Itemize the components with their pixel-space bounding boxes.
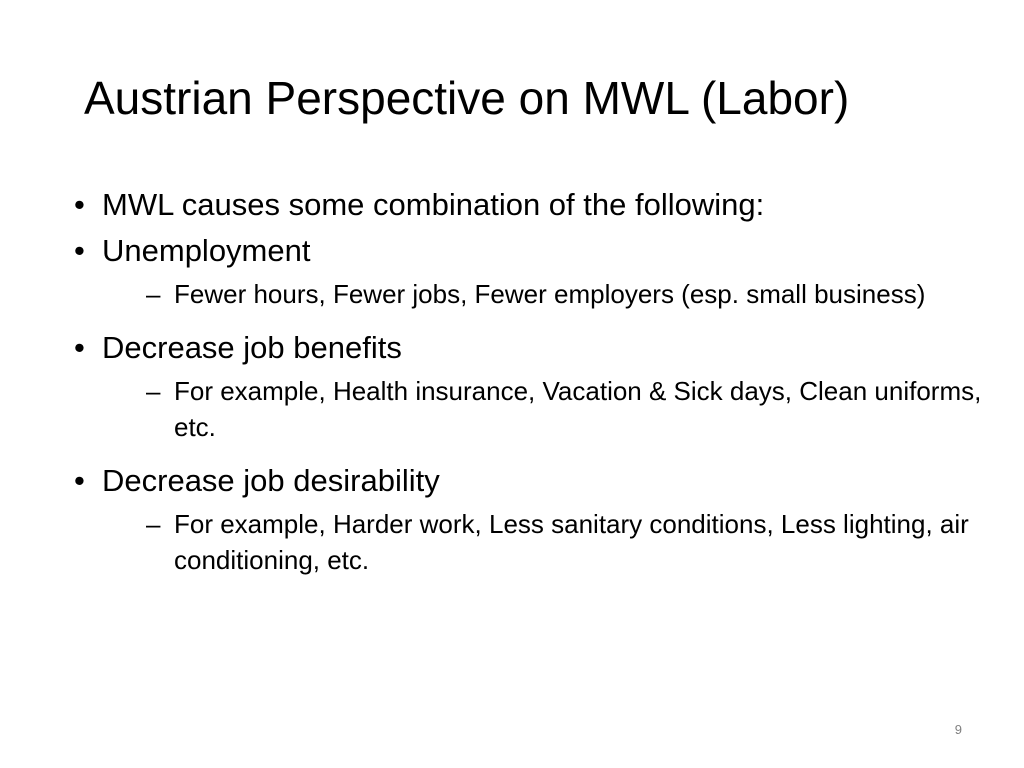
page-number: 9 xyxy=(954,722,962,737)
bullet-text: Decrease job benefits xyxy=(102,330,402,365)
dash-icon: – xyxy=(146,376,161,406)
sub-bullet-text: For example, Harder work, Less sanitary conditions, Less lighting, air conditioning, etc. xyxy=(174,509,969,575)
bullet-dot-icon: • xyxy=(74,463,85,498)
bullet-item xyxy=(74,232,974,312)
bullet-text: MWL causes some combination of the following: xyxy=(102,187,765,222)
dash-icon: – xyxy=(146,509,161,539)
sub-bullet-item xyxy=(146,373,994,445)
bullet-text: Decrease job desirability xyxy=(102,463,440,498)
slide-title: Austrian Perspective on MWL (Labor) xyxy=(84,72,850,124)
bullet-item xyxy=(74,329,982,445)
sub-bullet-item xyxy=(146,276,994,312)
bullet-list xyxy=(74,186,982,578)
sub-bullet-text: Fewer hours, Fewer jobs, Fewer employers (esp. small business) xyxy=(174,279,926,309)
bullet-text: Unemployment xyxy=(102,233,311,268)
bullet-dot-icon: • xyxy=(74,330,85,365)
bullet-dot-icon: • xyxy=(74,233,85,268)
bullet-dot-icon: • xyxy=(74,187,85,222)
dash-icon: – xyxy=(146,279,161,309)
bullet-item xyxy=(74,462,974,578)
sub-bullet-text: For example, Health insurance, Vacation & Sick days, Clean uniforms, etc. xyxy=(174,376,982,442)
sub-bullet-item xyxy=(146,506,994,578)
bullet-item xyxy=(74,186,974,224)
